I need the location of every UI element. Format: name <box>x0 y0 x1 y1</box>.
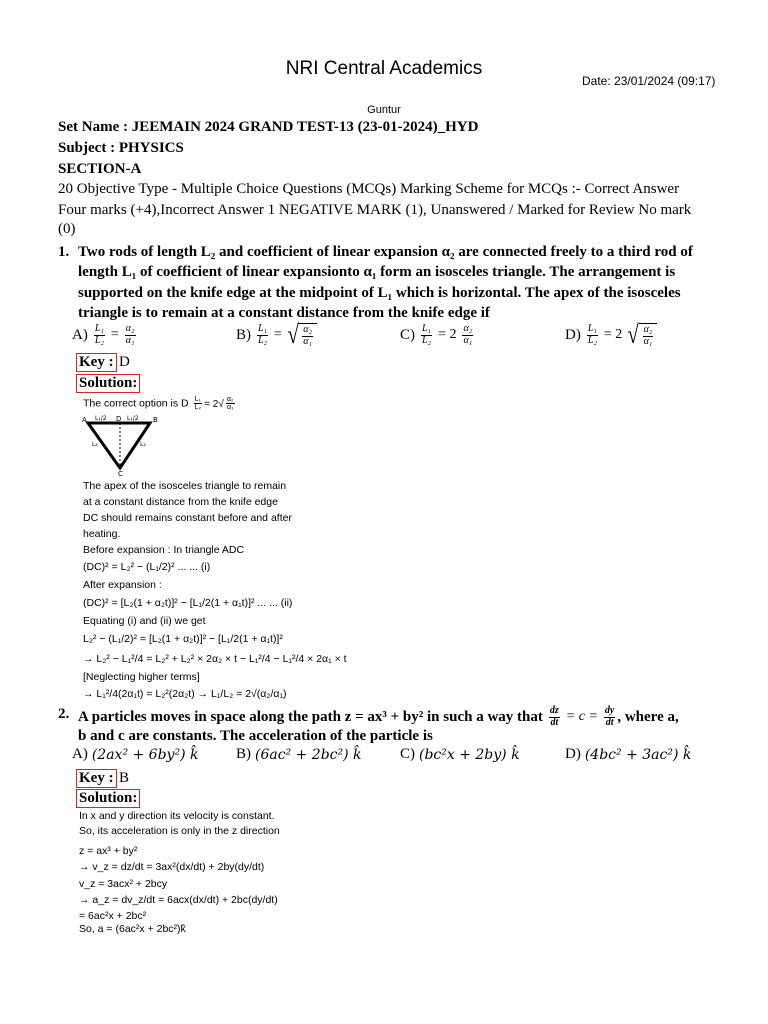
question-1-line1: Two rods of length L₂ and coefficient of linear expansion α₂ are connected freely to a third rod of <box>78 244 693 260</box>
q1-option-c: C) $\frac{\text{L₁}}{\text{L₂}}$ = 2 $\frac{\text{α₂}}{\text{α₁}}$ <box>400 323 473 346</box>
q1-key-box <box>76 353 117 372</box>
diagram-label-b: B <box>153 416 158 424</box>
q2-option-c-text: (bc²x + 2by) k̂ <box>419 746 520 763</box>
q1-solution-line: [Neglecting higher terms] <box>83 671 200 683</box>
question-2-line1: A particles moves in space along the path z = ax³ + by² in such a way that $\frac{dz}{dt}$ = c = $\frac{dy}{dt}$ , where a, <box>78 705 679 728</box>
q1-option-c-label: C) <box>400 326 415 343</box>
diagram-label-l1-half-left: L₁/2 <box>95 415 107 422</box>
fraction: $\frac{\text{L₁}}{\text{L₂}}$ <box>194 396 202 412</box>
q2-key-value: B <box>119 770 130 786</box>
q1-solution-line: heating. <box>83 528 121 540</box>
subject: Subject : PHYSICS <box>58 140 184 156</box>
q2-solution-line: z = ax³ + by² <box>79 845 138 857</box>
q2-solution-line: → a_z = dv_z/dt = 6acx(dx/dt) + 2bc(dy/dt) <box>79 894 278 906</box>
q2-key-box <box>76 769 117 788</box>
q1-solution-label: Solution: <box>76 374 140 393</box>
sqrt-symbol: √ $\frac{\text{α₂}}{\text{α₁}}$ <box>626 322 657 348</box>
question-1-line4: triangle is to remain at a constant distance from the knife edge if <box>78 305 490 321</box>
q2-option-a-text: (2ax² + 6by²) k̂ <box>91 746 199 763</box>
diagram-label-a: A <box>82 416 87 424</box>
diagram-label-d: D <box>116 415 122 423</box>
q1-solution-correct: The correct option is D $\frac{\text{L₁}}{\text{L₂}}$ = 2√ $\frac{\text{α₂}}{\text{α₁}}$ <box>83 396 234 412</box>
question-2-line1-end: , where a, <box>617 708 679 725</box>
fraction: $\frac{dz}{dt}$ <box>549 705 559 728</box>
set-name: Set Name : JEEMAIN 2024 GRAND TEST-13 (23-01-2024)_HYD <box>58 119 479 135</box>
q2-solution-line: In x and y direction its velocity is constant. <box>79 810 275 822</box>
q2-solution-line: → v_z = dz/dt = 3ax²(dx/dt) + 2by(dy/dt) <box>79 861 265 873</box>
q1-solution-line: DC should remains constant before and after <box>83 512 292 524</box>
q1-solution-line: at a constant distance from the knife edge <box>83 496 278 508</box>
q1-option-d-label: D) <box>565 326 581 343</box>
diagram-label-l2-left: L₂ <box>92 441 98 448</box>
question-2-line2: b and c are constants. The acceleration of the particle is <box>78 728 433 744</box>
q2-solution-line: = 6ac²x + 2bc² <box>79 910 147 922</box>
q1-solution-line: The apex of the isosceles triangle to remain <box>83 480 287 492</box>
fraction: $\frac{\text{α₂}}{\text{α₁}}$ <box>125 323 135 346</box>
q2-option-d-text: (4bc² + 3ac²) k̂ <box>584 746 692 763</box>
question-1-number: 1. <box>58 244 70 260</box>
q2-option-a <box>72 746 198 763</box>
q1-key-label: Key : <box>79 354 114 370</box>
section-title: SECTION-A <box>58 161 142 177</box>
question-2-line1-text: A particles moves in space along the path z = ax³ + by² in such a way that <box>78 708 543 725</box>
q2-key-label: Key : <box>79 770 114 786</box>
marking-scheme-line1: 20 Objective Type - Multiple Choice Questions (MCQs) Marking Scheme for MCQs :- Correct Answer <box>58 181 680 197</box>
q1-correct-text: The correct option is D <box>83 397 189 410</box>
q1-solution-line: → L₁²/4(2α₁t) = L₂²(2α₂t) → L₁/L₂ = 2√(α₂/α₁) <box>83 688 287 700</box>
q1-option-b-label: B) <box>236 326 251 343</box>
q1-solution-line: → L₂² − L₁²/4 = L₂² + L₂² × 2α₂ × t − L₁²/4 − L₁²/4 × 2α₁ × t <box>83 653 347 665</box>
q2-option-b <box>236 746 362 763</box>
diagram-label-l1-half-right: L₁/2 <box>127 415 139 422</box>
q1-solution-line: Equating (i) and (ii) we get <box>83 615 206 627</box>
q1-solution-line: L₂² − (L₁/2)² = [L₂(1 + α₂t)]² − [L₁/2(1 + α₁t)]² <box>83 633 283 645</box>
diagram-label-l2-right: L₂ <box>140 441 146 448</box>
marking-scheme-line3: (0) <box>58 221 76 237</box>
fraction: $\frac{dy}{dt}$ <box>604 705 615 728</box>
q2-solution-line: So, its acceleration is only in the z direction <box>79 825 280 837</box>
date-stamp: Date: 23/01/2024 (09:17) <box>582 74 716 88</box>
q2-option-b-label: B) <box>236 746 251 762</box>
fraction: $\frac{\text{α₂}}{\text{α₁}}$ <box>463 323 473 346</box>
page-title: NRI Central Academics <box>285 58 483 79</box>
q2-option-d-label: D) <box>565 746 581 762</box>
q2-option-a-label: A) <box>72 746 88 762</box>
fraction: $\frac{\text{L₁}}{\text{L₂}}$ <box>94 323 104 346</box>
fraction: $\frac{\text{L₁}}{\text{L₂}}$ <box>587 323 597 346</box>
question-2-number: 2. <box>58 706 70 722</box>
q1-key-value: D <box>119 354 130 370</box>
q2-option-b-text: (6ac² + 2bc²) k̂ <box>255 746 362 763</box>
q2-solution-line: v_z = 3acx² + 2bcy <box>79 878 168 890</box>
question-1-line3: supported on the knife edge at the midpoint of L₁ which is horizontal. The apex of the isosceles <box>78 285 681 301</box>
q1-solution-line: After expansion : <box>83 579 162 591</box>
sqrt-symbol: √ $\frac{\text{α₂}}{\text{α₁}}$ <box>286 322 317 348</box>
q1-option-d: D) $\frac{\text{L₁}}{\text{L₂}}$ = 2 √ $\frac{\text{α₂}}{\text{α₁}}$ <box>565 322 657 348</box>
q2-solution-label: Solution: <box>76 789 140 808</box>
question-1-line2: length L₁ of coefficient of linear expansionto α₁ form an isosceles triangle. The arrangement is <box>78 264 676 280</box>
q2-option-c-label: C) <box>400 746 415 762</box>
q2-option-d <box>565 746 691 763</box>
fraction: $\frac{\text{L₁}}{\text{L₂}}$ <box>258 323 268 346</box>
q2-solution-line: So, a = (6ac²x + 2bc²)k̂ <box>79 923 186 935</box>
center-name: Guntur <box>367 104 401 116</box>
fraction: $\frac{\text{L₁}}{\text{L₂}}$ <box>422 323 432 346</box>
diagram-label-c: C <box>118 470 123 478</box>
q1-option-a: A) $\frac{\text{L₁}}{\text{L₂}}$ = $\frac{\text{α₂}}{\text{α₁}}$ <box>72 323 135 346</box>
q1-solution-line: Before expansion : In triangle ADC <box>83 544 245 556</box>
marking-scheme-line2: Four marks (+4),Incorrect Answer 1 NEGATIVE MARK (1), Unanswered / Marked for Review No mark <box>58 202 692 218</box>
isosceles-triangle-diagram <box>80 412 170 480</box>
q1-solution-line: (DC)² = L₂² − (L₁/2)² ... ... (i) <box>83 561 211 573</box>
q1-solution-line: (DC)² = [L₂(1 + α₂t)]² − [L₁/2(1 + α₁t)]² ... ... (ii) <box>83 597 293 609</box>
q1-option-b: B) $\frac{\text{L₁}}{\text{L₂}}$ = √ $\frac{\text{α₂}}{\text{α₁}}$ <box>236 322 317 348</box>
q1-option-a-label: A) <box>72 326 88 343</box>
q2-option-c <box>400 746 520 763</box>
